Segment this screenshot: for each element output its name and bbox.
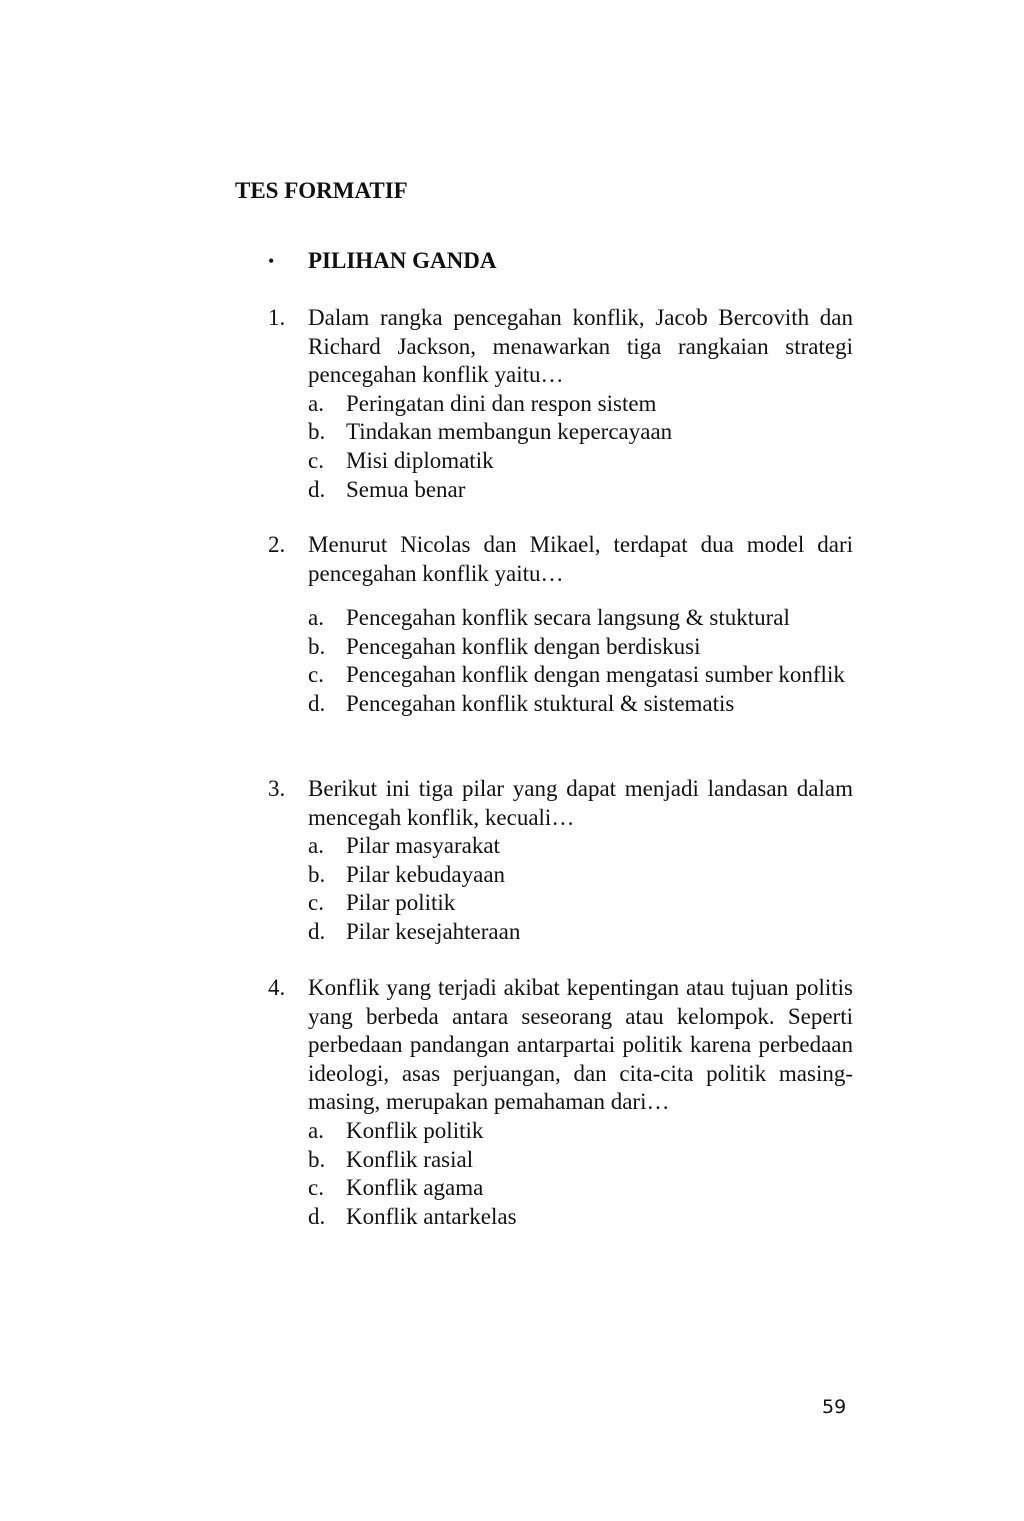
question-3 xyxy=(268,775,853,947)
option-d xyxy=(308,476,853,505)
option-c xyxy=(308,661,853,690)
option-c xyxy=(308,1174,853,1203)
option-text: Konflik politik xyxy=(346,1117,484,1143)
option-text: Pencegahan konflik dengan berdiskusi xyxy=(346,633,701,659)
option-b xyxy=(308,418,853,447)
option-letter: d. xyxy=(308,918,326,944)
option-list xyxy=(268,390,853,504)
option-text: Pencegahan konflik secara langsung & stuktural xyxy=(346,605,790,631)
option-d xyxy=(308,690,853,719)
question-1 xyxy=(268,304,853,504)
question-number: 3. xyxy=(268,776,286,801)
option-text: Pencegahan konflik dengan mengatasi sumber konflik xyxy=(346,662,845,688)
option-text: Pilar masyarakat xyxy=(346,833,500,859)
option-text: Misi diplomatik xyxy=(346,447,494,473)
section-label: PILIHAN GANDA xyxy=(308,248,497,273)
option-letter: b. xyxy=(308,419,326,445)
option-a xyxy=(308,832,853,861)
option-b xyxy=(308,1146,853,1175)
option-text: Pencegahan konflik stuktural & sistematis xyxy=(346,690,735,716)
question-text: Menurut Nicolas dan Mikael, terdapat dua model dari pencegahan konflik yaitu… xyxy=(308,532,853,586)
option-a xyxy=(308,1117,853,1146)
option-letter: d. xyxy=(308,476,326,502)
question-4 xyxy=(268,974,853,1231)
question-text: Dalam rangka pencegahan konflik, Jacob Bercovith dan Richard Jackson, menawarkan tiga rangkaian strategi pencegahan konflik yaitu… xyxy=(308,305,853,388)
option-list xyxy=(268,1117,853,1231)
option-text: Pilar kesejahteraan xyxy=(346,918,521,944)
option-b xyxy=(308,861,853,890)
option-letter: d. xyxy=(308,690,326,716)
option-d xyxy=(308,918,853,947)
option-text: Tindakan membangun kepercayaan xyxy=(346,419,673,445)
option-list xyxy=(268,832,853,946)
option-letter: c. xyxy=(308,1175,324,1201)
question-text: Konflik yang terjadi akibat kepentingan atau tujuan politis yang berbeda antara seseorang atau kelompok. Seperti perbedaan pandangan antarpartai politik karena perbedaan ideologi, asas perjuangan, dan cita-cita politik masing-masing, merupakan pemahaman dari… xyxy=(308,975,853,1115)
option-letter: c. xyxy=(308,890,324,916)
question-number: 4. xyxy=(268,975,286,1000)
option-text: Konflik antarkelas xyxy=(346,1203,517,1229)
option-letter: c. xyxy=(308,447,324,473)
option-letter: b. xyxy=(308,861,326,887)
option-text: Peringatan dini dan respon sistem xyxy=(346,390,657,416)
option-d xyxy=(308,1203,853,1232)
option-text: Pilar politik xyxy=(346,890,456,916)
question-2 xyxy=(268,531,853,719)
question-number: 2. xyxy=(268,532,286,557)
option-letter: a. xyxy=(308,833,324,859)
option-a xyxy=(308,390,853,419)
option-letter: d. xyxy=(308,1203,326,1229)
option-text: Pilar kebudayaan xyxy=(346,861,506,887)
question-text: Berikut ini tiga pilar yang dapat menjadi landasan dalam mencegah konflik, kecuali… xyxy=(308,776,853,830)
option-letter: a. xyxy=(308,1117,324,1143)
bullet-icon: • xyxy=(268,251,275,271)
option-letter: a. xyxy=(308,390,324,416)
option-text: Semua benar xyxy=(346,476,466,502)
option-c xyxy=(308,447,853,476)
question-number: 1. xyxy=(268,305,286,330)
option-a xyxy=(308,604,853,633)
option-text: Konflik agama xyxy=(346,1175,484,1201)
page-number: 59 xyxy=(822,1396,847,1418)
option-text: Konflik rasial xyxy=(346,1146,474,1172)
option-b xyxy=(308,633,853,662)
option-list xyxy=(268,604,853,718)
option-letter: b. xyxy=(308,633,326,659)
option-letter: a. xyxy=(308,605,324,631)
option-letter: c. xyxy=(308,662,324,688)
option-c xyxy=(308,889,853,918)
option-letter: b. xyxy=(308,1146,326,1172)
section-heading xyxy=(268,246,496,276)
page-title: TES FORMATIF xyxy=(235,178,408,203)
